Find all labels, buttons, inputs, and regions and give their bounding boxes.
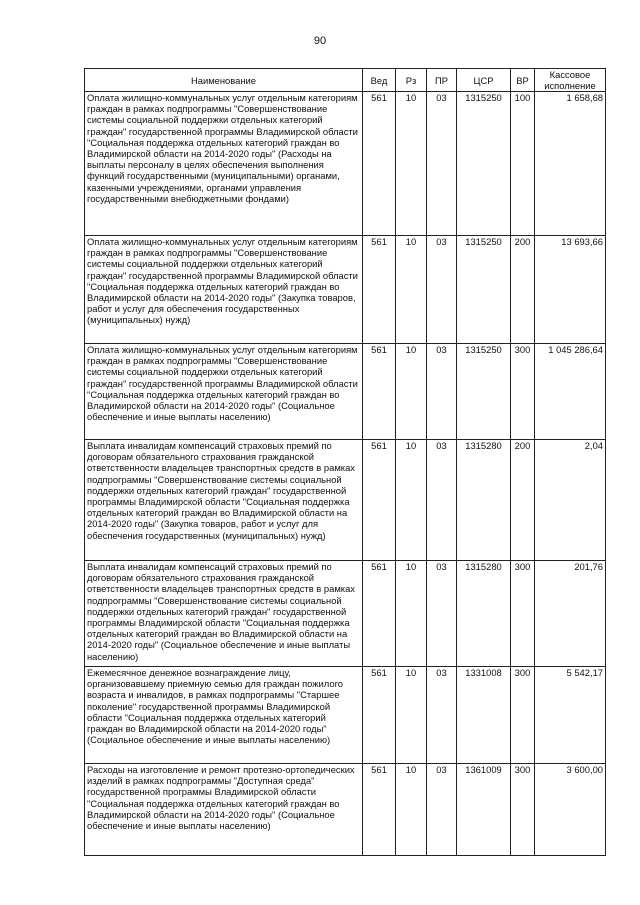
row-rz: 10: [396, 440, 427, 561]
column-header-rz: Рз: [396, 69, 427, 92]
row-rz: 10: [396, 92, 427, 236]
row-vr: 300: [511, 667, 535, 764]
row-name: Оплата жилищно-коммунальных услуг отдельным категориям граждан в рамках подпрограммы "Совершенствование системы социальной поддержки отдельных категорий граждан" государственной программы Владимирской области "Социальная поддержка отдельных категорий граждан во Владимирской области на 2014-2020 годы" (Закупка товаров, работ и услуг для обеспечения государственных (муниципальных) нужд): [85, 236, 363, 344]
row-amount: 3 600,00: [535, 764, 606, 856]
row-vr: 300: [511, 764, 535, 856]
row-pr: 03: [427, 236, 457, 344]
column-header-amount: Кассовое исполнение: [535, 69, 606, 92]
row-rz: 10: [396, 667, 427, 764]
row-ved: 561: [363, 667, 396, 764]
budget-table: [84, 68, 606, 856]
row-csr: 1315250: [457, 92, 511, 236]
page-number: 90: [313, 35, 327, 47]
row-name: Выплата инвалидам компенсаций страховых премий по договорам обязательного страхования гражданской ответственности владельцев транспортных средств в рамках подпрограммы "Совершенствование системы социальной поддержки отдельных категорий граждан" государственной программы Владимирской области "Социальная поддержка отдельных категорий граждан во Владимирской области на 2014-2020 годы" (Закупка товаров, работ и услуг для обеспечения государственных (муниципальных) нужд): [85, 440, 363, 561]
row-amount: 201,76: [535, 561, 606, 667]
row-pr: 03: [427, 92, 457, 236]
row-ved: 561: [363, 764, 396, 856]
row-amount: 1 658,68: [535, 92, 606, 236]
table-row: [85, 344, 606, 440]
table-header-row: [85, 69, 606, 92]
row-csr: 1315250: [457, 236, 511, 344]
row-pr: 03: [427, 667, 457, 764]
row-name: Расходы на изготовление и ремонт протезно-ортопедических изделий в рамках подпрограммы "Доступная среда" государственной программы Владимирской области "Социальная поддержка отдельных категорий граждан во Владимирской области на 2014-2020 годы" (Социальное обеспечение и иные выплаты населению): [85, 764, 363, 856]
row-name: Оплата жилищно-коммунальных услуг отдельным категориям граждан в рамках подпрограммы "Совершенствование системы социальной поддержки отдельных категорий граждан" государственной программы Владимирской области "Социальная поддержка отдельных категорий граждан во Владимирской области на 2014-2020 годы" (Расходы на выплаты персоналу в целях обеспечения выполнения функций государственными (муниципальными) органами, казенными учреждениями, органами управления государственными внебюджетными фондами): [85, 92, 363, 236]
row-ved: 561: [363, 440, 396, 561]
row-csr: 1331008: [457, 667, 511, 764]
row-name: Оплата жилищно-коммунальных услуг отдельным категориям граждан в рамках подпрограммы "Совершенствование системы социальной поддержки отдельных категорий граждан" государственной программы Владимирской области "Социальная поддержка отдельных категорий граждан во Владимирской области на 2014-2020 годы" (Социальное обеспечение и иные выплаты населению): [85, 344, 363, 440]
row-vr: 200: [511, 440, 535, 561]
row-pr: 03: [427, 764, 457, 856]
row-amount: 5 542,17: [535, 667, 606, 764]
row-csr: 1315250: [457, 344, 511, 440]
row-name: Выплата инвалидам компенсаций страховых премий по договорам обязательного страхования гражданской ответственности владельцев транспортных средств в рамках подпрограммы "Совершенствование системы социальной поддержки отдельных категорий граждан" государственной программы Владимирской области "Социальная поддержка отдельных категорий граждан во Владимирской области на 2014-2020 годы" (Социальное обеспечение и иные выплаты населению): [85, 561, 363, 667]
row-rz: 10: [396, 561, 427, 667]
row-amount: 13 693,66: [535, 236, 606, 344]
column-header-pr: ПР: [427, 69, 457, 92]
row-pr: 03: [427, 440, 457, 561]
column-header-csr: ЦСР: [457, 69, 511, 92]
row-pr: 03: [427, 561, 457, 667]
row-vr: 200: [511, 236, 535, 344]
row-ved: 561: [363, 344, 396, 440]
row-csr: 1361009: [457, 764, 511, 856]
row-csr: 1315280: [457, 440, 511, 561]
table-row: [85, 236, 606, 344]
table-row: [85, 92, 606, 236]
row-ved: 561: [363, 561, 396, 667]
row-vr: 100: [511, 92, 535, 236]
row-rz: 10: [396, 236, 427, 344]
table-row: [85, 561, 606, 667]
row-ved: 561: [363, 236, 396, 344]
row-name: Ежемесячное денежное вознаграждение лицу, организовавшему приемную семью для граждан пожилого возраста и инвалидов, в рамках подпрограммы "Старшее поколение" государственной программы Владимирской области "Социальная поддержка отдельных категорий граждан во Владимирской области на 2014-2020 годы" (Социальное обеспечение и иные выплаты населению): [85, 667, 363, 764]
row-vr: 300: [511, 561, 535, 667]
table-row: [85, 667, 606, 764]
table-row: [85, 440, 606, 561]
row-rz: 10: [396, 764, 427, 856]
column-header-ved: Вед: [363, 69, 396, 92]
column-header-name: Наименование: [85, 69, 363, 92]
row-vr: 300: [511, 344, 535, 440]
column-header-vr: ВР: [511, 69, 535, 92]
row-csr: 1315280: [457, 561, 511, 667]
row-ved: 561: [363, 92, 396, 236]
row-amount: 1 045 286,64: [535, 344, 606, 440]
row-pr: 03: [427, 344, 457, 440]
row-rz: 10: [396, 344, 427, 440]
table-row: [85, 764, 606, 856]
row-amount: 2,04: [535, 440, 606, 561]
